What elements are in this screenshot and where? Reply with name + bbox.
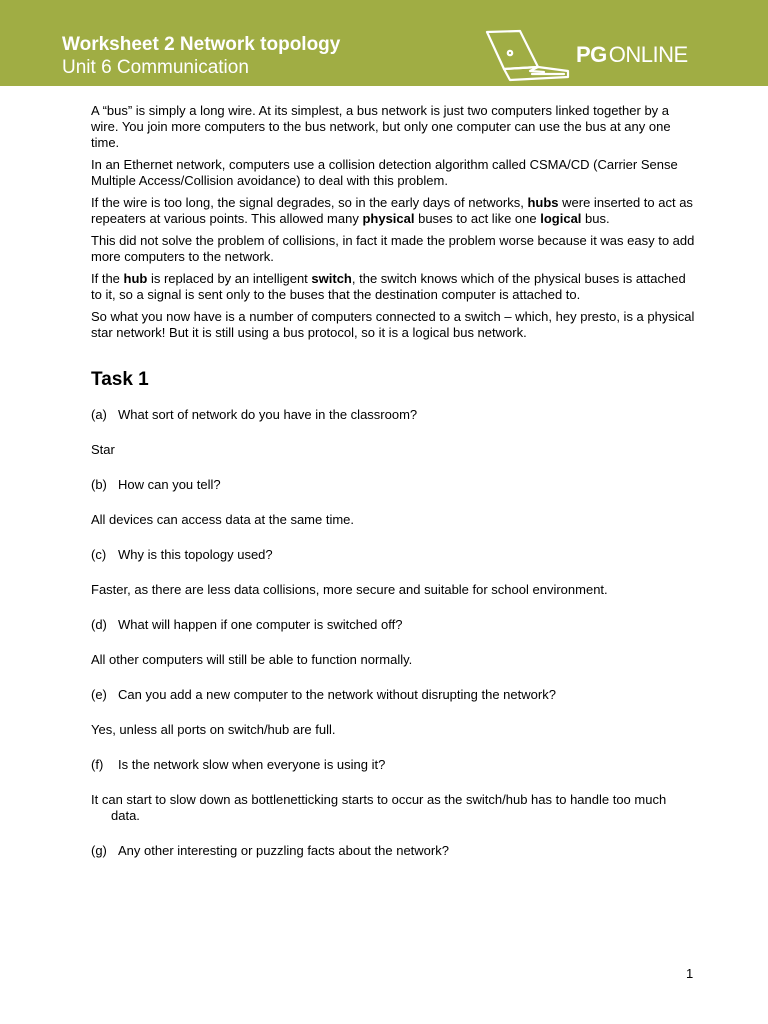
- question-g: [91, 843, 696, 859]
- p3-text-d: bus.: [581, 211, 610, 226]
- answer-e: Yes, unless all ports on switch/hub are full.: [91, 722, 336, 737]
- answer-d: All other computers will still be able to function normally.: [91, 652, 413, 667]
- intro-paragraph-2: In an Ethernet network, computers use a collision detection algorithm called CSMA/CD (Carrier Sense Multiple Access/Collision avoidance) to deal with this problem.: [91, 157, 678, 188]
- p5-term-switch: switch: [311, 271, 352, 286]
- question-text: How can you tell?: [118, 477, 221, 492]
- intro-paragraph-4: This did not solve the problem of collisions, in fact it made the problem worse because it was easy to add more computers to the network.: [91, 233, 695, 264]
- p5-text-c: , the switch knows which of the physical buses is attached to it, so a signal is sent only to the buses that the destination computer is attached to.: [91, 271, 686, 302]
- question-text: Any other interesting or puzzling facts about the network?: [118, 843, 449, 858]
- question-text: Can you add a new computer to the network without disrupting the network?: [118, 687, 556, 702]
- question-letter: (b): [91, 477, 107, 492]
- question-letter: (e): [91, 687, 107, 702]
- question-text: What sort of network do you have in the classroom?: [118, 407, 418, 422]
- page-number: 1: [686, 966, 694, 981]
- p3-term-physical: physical: [362, 211, 415, 226]
- question-letter: (g): [91, 843, 107, 858]
- page-header: [0, 0, 768, 86]
- intro-paragraph-5: [91, 271, 696, 303]
- logo-online: ONLINE: [608, 42, 688, 67]
- intro-paragraph-1: A “bus” is simply a long wire. At its simplest, a bus network is just two computers linked together by a wire. You join more computers to the bus network, but only one computer can use the bus at any one time.: [91, 103, 671, 150]
- p3-text-c: buses to act like one: [414, 211, 541, 226]
- p3-term-logical: logical: [540, 211, 582, 226]
- question-a: [91, 407, 696, 423]
- question-b: [91, 477, 696, 493]
- p3-text-b: were inserted to act as repeaters at various points. This allowed many: [91, 195, 693, 226]
- brand-logo-text: [576, 41, 688, 69]
- worksheet-body: [91, 103, 696, 878]
- question-d: [91, 617, 696, 633]
- question-text: Is the network slow when everyone is using it?: [118, 757, 386, 772]
- answer-f: It can start to slow down as bottlenetticking starts to occur as the switch/hub has to handle too much data.: [91, 792, 667, 823]
- question-f: [91, 757, 696, 773]
- question-text: Why is this topology used?: [118, 547, 273, 562]
- p5-term-hub: hub: [123, 271, 148, 286]
- p5-text-b: is replaced by an intelligent: [147, 271, 312, 286]
- question-letter: (a): [91, 407, 107, 422]
- unit-subtitle: Unit 6 Communication: [62, 57, 249, 78]
- question-text: What will happen if one computer is switched off?: [118, 617, 403, 632]
- intro-paragraph-6: So what you now have is a number of computers connected to a switch – which, hey presto, is a physical star network! But it is still using a bus protocol, so it is a logical bus network.: [91, 309, 695, 340]
- question-e: [91, 687, 696, 703]
- question-letter: (d): [91, 617, 107, 632]
- p3-text-a: If the wire is too long, the signal degrades, so in the early days of networks,: [91, 195, 528, 210]
- logo-pg: PG: [576, 42, 607, 67]
- answer-b: All devices can access data at the same time.: [91, 512, 355, 527]
- worksheet-title: Worksheet 2 Network topology: [62, 34, 341, 55]
- question-letter: (c): [91, 547, 107, 562]
- task-heading: Task 1: [91, 369, 149, 390]
- intro-paragraph-3: [91, 195, 696, 227]
- answer-c: Faster, as there are less data collisions, more secure and suitable for school environment.: [91, 582, 608, 597]
- question-c: [91, 547, 696, 563]
- p5-text-a: If the: [91, 271, 124, 286]
- answer-a: Star: [91, 442, 115, 457]
- laptop-icon: [484, 29, 572, 83]
- p3-term-hubs: hubs: [527, 195, 559, 210]
- question-letter: (f): [91, 757, 104, 772]
